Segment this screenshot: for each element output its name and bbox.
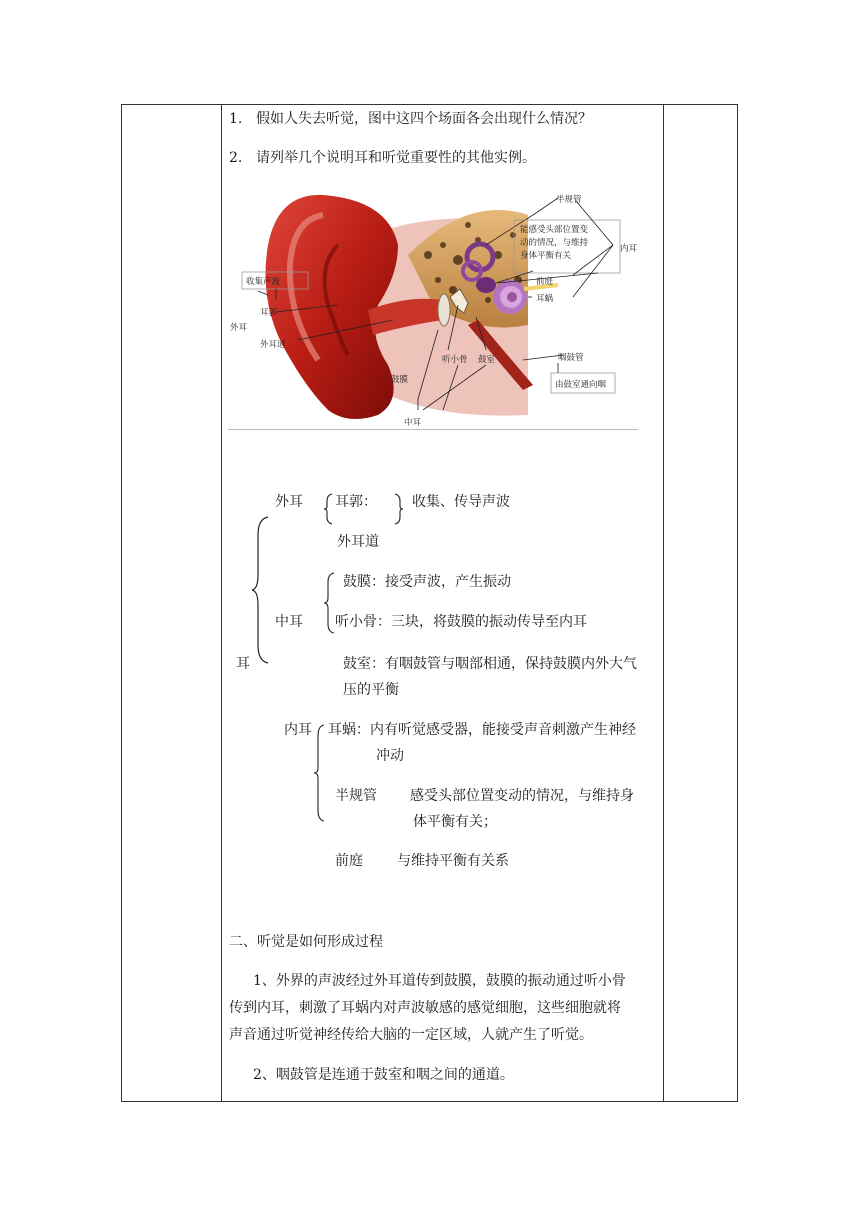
- column-divider-right: [663, 105, 664, 1101]
- label-eustachian-desc: 由鼓室通向咽: [555, 380, 607, 390]
- brace-inner: [313, 724, 325, 822]
- label-semicircular: 半规管: [556, 195, 582, 205]
- label-eardrum: 鼓膜: [391, 375, 409, 385]
- section-2-paragraph-2: 2、咽鼓管是连通于鼓室和咽之间的通道。: [253, 1067, 514, 1083]
- section-2-title: 二、听觉是如何形成过程: [229, 934, 383, 950]
- section-2-paragraph-1-line-3: 声音通过听觉神经传给大脑的一定区域，人就产生了听觉。: [229, 1027, 593, 1043]
- brace-outer-right: [394, 493, 404, 525]
- label-eustachian: 咽鼓管: [558, 353, 584, 363]
- label-inner-ear: 内耳: [620, 244, 638, 254]
- label-cochlea: 耳蜗: [536, 294, 554, 304]
- brace-middle: [323, 572, 335, 634]
- question-1-text: 假如人失去听觉，图中这四个场面各会出现什么情况？: [256, 111, 592, 127]
- label-pinna: 耳郭: [260, 308, 278, 318]
- label-vestibule: 前庭: [536, 277, 554, 287]
- outline-cavity-line-2: 压的平衡: [343, 682, 399, 698]
- question-1-number: 1.: [229, 111, 243, 127]
- figure-underline: [228, 429, 638, 430]
- label-info-line-1: 能感受头部位置变: [520, 225, 589, 235]
- outline-semicircular-desc-2: 体平衡有关；: [413, 814, 497, 830]
- label-info-line-3: 身体平衡有关: [520, 251, 572, 261]
- label-info-line-2: 动的情况，与维持: [520, 238, 589, 248]
- question-2-number: 2.: [229, 150, 243, 166]
- brace-outer-left: [323, 493, 333, 525]
- outline-cochlea-line-1: 耳蜗：内有听觉感受器，能接受声音刺激产生神经: [328, 722, 636, 738]
- outline-cavity-line-1: 鼓室：有咽鼓管与咽部相通，保持鼓膜内外大气: [343, 656, 637, 672]
- label-cavity: 鼓室: [478, 355, 496, 365]
- outline-vestibule-desc: 与维持平衡有关系: [397, 853, 509, 869]
- outline-ear-label: 耳: [236, 656, 250, 672]
- outline-pinna: 耳郭：: [335, 494, 377, 510]
- outline-semicircular: 半规管: [335, 788, 377, 804]
- label-collect-sound: 收集声波: [246, 277, 281, 287]
- outline-pinna-function: 收集、传导声波: [412, 494, 510, 510]
- outline-outer-label: 外耳: [275, 494, 303, 510]
- outline-semicircular-desc-1: 感受头部位置变动的情况，与维持身: [410, 788, 634, 804]
- label-middle-ear: 中耳: [404, 418, 422, 428]
- label-canal: 外耳道: [260, 340, 286, 350]
- ear-anatomy-figure: [228, 185, 638, 430]
- outline-cochlea-line-2: 冲动: [376, 748, 404, 764]
- section-2-paragraph-1-line-2: 传到内耳，刺激了耳蜗内对声波敏感的感觉细胞，这些细胞就将: [229, 1000, 621, 1016]
- section-2-paragraph-1-line-1: 1、外界的声波经过外耳道传到鼓膜，鼓膜的振动通过听小骨: [253, 973, 626, 989]
- outline-eardrum: 鼓膜：接受声波，产生振动: [343, 574, 511, 590]
- question-2-text: 请列举几个说明耳和听觉重要性的其他实例。: [256, 150, 536, 166]
- brace-ear: [250, 515, 272, 665]
- outline-ossicles: 听小骨：三块，将鼓膜的振动传导至内耳: [335, 614, 587, 630]
- outline-vestibule: 前庭: [335, 853, 363, 869]
- label-ossicles: 听小骨: [442, 355, 468, 365]
- column-divider-left: [221, 105, 222, 1101]
- label-outer-ear: 外耳: [230, 323, 248, 333]
- outline-middle-label: 中耳: [275, 614, 303, 630]
- outline-canal: 外耳道: [337, 534, 379, 550]
- outline-inner-label: 内耳: [284, 722, 312, 738]
